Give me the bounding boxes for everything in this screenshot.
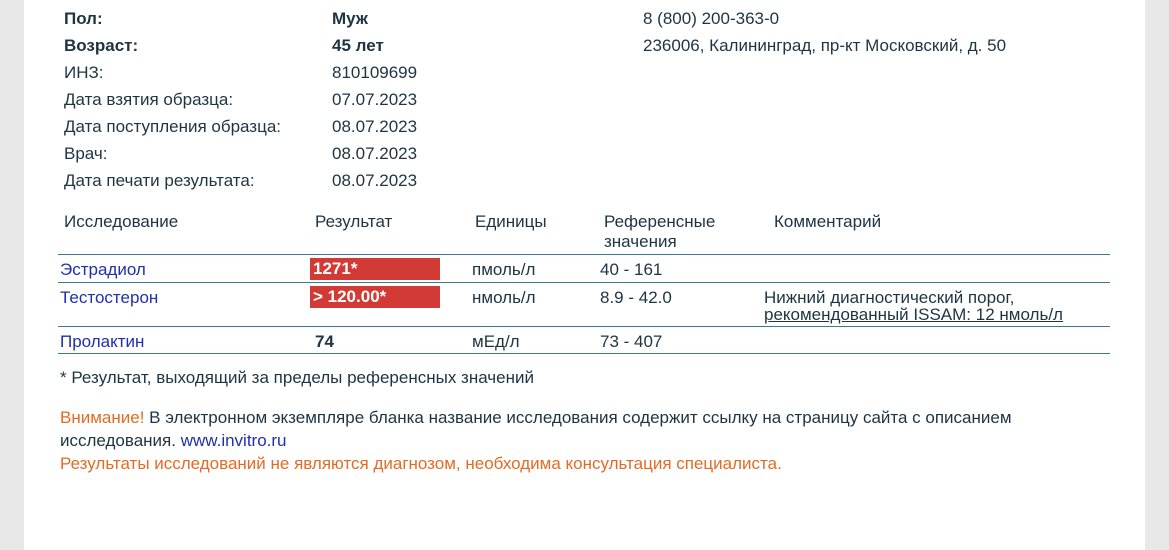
units-cell: мЕд/л (472, 332, 520, 351)
sex-value: Муж (332, 9, 368, 28)
attention-note (60, 408, 1012, 428)
study-link-prolactin[interactable]: Пролактин (60, 332, 145, 351)
result-flagged: > 120.00* (310, 286, 440, 308)
table-rule (58, 254, 1110, 255)
age-value: 45 лет (332, 36, 384, 55)
attention-note-line2 (60, 431, 287, 451)
site-link[interactable]: www.invitro.ru (180, 431, 287, 450)
doctor-label: Врач: (64, 144, 108, 163)
inz-value: 810109699 (332, 63, 418, 82)
reference-cell: 40 - 161 (600, 260, 663, 279)
result-value: 74 (315, 332, 334, 351)
disclaimer: Результаты исследований не являются диагнозом, необходима консультация специалиста. (60, 454, 782, 473)
age-label: Возраст: (64, 36, 139, 55)
sample-date-value: 07.07.2023 (332, 90, 418, 109)
study-link-estradiol[interactable]: Эстрадиол (60, 260, 146, 279)
lab-address: 236006, Калининград, пр-кт Московский, д. 50 (643, 36, 1007, 55)
header-ref-line1: Референсные (604, 212, 716, 231)
comment-line2: рекомендованный ISSAM: 12 нмоль/л (764, 305, 1063, 324)
received-date-label: Дата поступления образца: (64, 117, 282, 136)
print-date-value: 08.07.2023 (332, 171, 418, 190)
attention-text: В электронном экземпляре бланка название исследования содержит ссылку на страницу сайта с описанием (144, 408, 1012, 427)
study-link-testosterone[interactable]: Тестостерон (60, 288, 159, 307)
units-cell: нмоль/л (472, 288, 536, 307)
header-comment: Комментарий (774, 212, 882, 231)
doctor-value: 08.07.2023 (332, 144, 418, 163)
header-study: Исследование (64, 212, 179, 231)
header-ref-line2: значения (604, 232, 677, 251)
inz-label: ИНЗ: (64, 63, 104, 82)
comment-line1: Нижний диагностический порог, (764, 288, 1015, 307)
result-flagged: 1271* (310, 258, 440, 280)
sex-label: Пол: (64, 9, 103, 28)
lab-phone: 8 (800) 200-363-0 (643, 9, 780, 28)
print-date-label: Дата печати результата: (64, 171, 255, 190)
attention-text2: исследования. (60, 431, 181, 450)
header-result: Результат (315, 212, 393, 231)
reference-cell: 73 - 407 (600, 332, 663, 351)
table-rule (58, 353, 1110, 354)
out-of-range-note: * Результат, выходящий за пределы референсных значений (60, 368, 534, 387)
header-units: Единицы (475, 212, 547, 231)
received-date-value: 08.07.2023 (332, 117, 418, 136)
units-cell: пмоль/л (472, 260, 536, 279)
table-rule (58, 326, 1110, 327)
sample-date-label: Дата взятия образца: (64, 90, 234, 109)
table-rule (58, 282, 1110, 283)
reference-cell: 8.9 - 42.0 (600, 288, 672, 307)
result-sheet (24, 0, 1145, 550)
attention-word: Внимание! (60, 408, 145, 427)
